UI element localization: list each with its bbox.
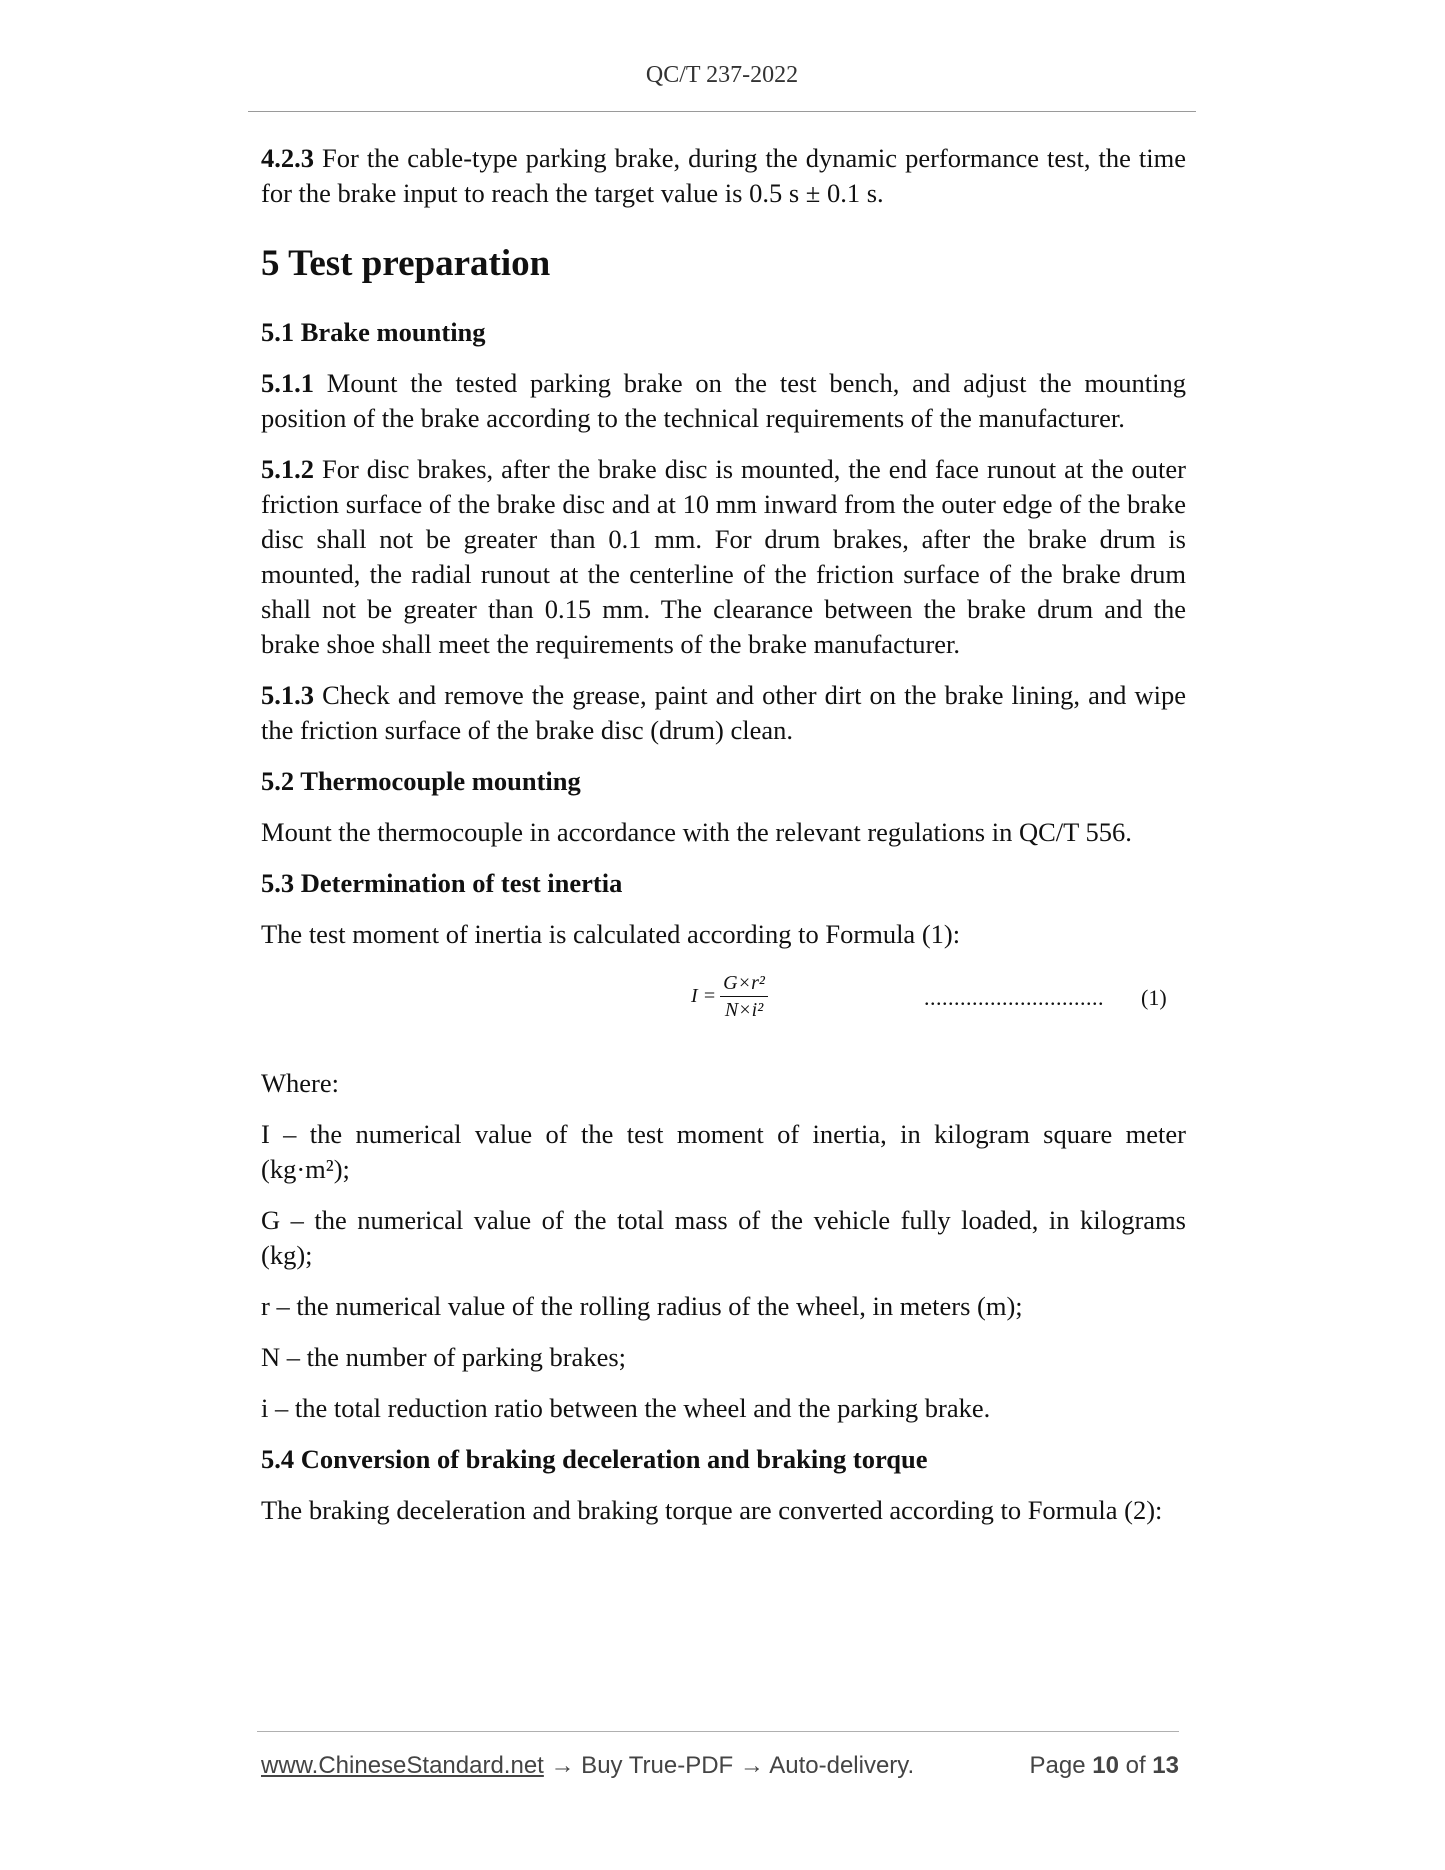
page-footer [261,1752,1179,1784]
formula-1-leader-dots: .............................. [924,985,1104,1010]
formula-1 [261,970,1186,1030]
page-body [261,141,1186,1528]
where-item-I: I – the numerical value of the test moment of inertia, in kilogram square meter (kg·m²); [261,1119,1186,1184]
clause-number: 5.1.1 [261,368,314,398]
thermocouple-text: Mount the thermocouple in accordance with the relevant regulations in QC/T 556. [261,817,1132,847]
current-page-number: 10 [1092,1752,1119,1779]
clause-number: 5.1.2 [261,454,314,484]
subsection-5-3-title: 5.3 Determination of test inertia [261,868,623,898]
clause-5-1-1 [261,366,1186,436]
formula-1-intro: The test moment of inertia is calculated according to Formula (1): [261,919,961,949]
where-item-G: G – the numerical value of the total mass of the vehicle fully loaded, in kilograms (kg); [261,1205,1186,1270]
clause-5-1-2 [261,452,1186,662]
website-link[interactable]: www.ChineseStandard.net [261,1752,544,1779]
formula-2-intro: The braking deceleration and braking torque are converted according to Formula (2): [261,1495,1163,1525]
footer-promo-text: → Buy True-PDF → Auto-delivery. [543,1752,915,1779]
where-item-r: r – the numerical value of the rolling radius of the wheel, in meters (m); [261,1291,1023,1321]
clause-4-2-3 [261,141,1186,211]
section-5-title: 5 Test preparation [261,243,551,284]
formula-1-denominator: N×i² [724,999,764,1021]
where-item-i: i – the total reduction ratio between the wheel and the parking brake. [261,1393,991,1423]
clause-text: For disc brakes, after the brake disc is mounted, the end face runout at the outer friction surface of the brake disc and at 10 mm inward from the outer edge of the brake disc shall not be greater than 0.1 mm. For drum brakes, after the brake drum is mounted, the radial runout at the centerline of the friction surface of the brake drum shall not be greater than 0.15 mm. The clearance between the brake drum and the brake shoe shall meet the requirements of the brake manufacturer. [261,454,1186,659]
clause-5-1-3 [261,678,1186,748]
header-divider [248,111,1196,112]
footer-promo [261,1752,914,1780]
clause-number: 4.2.3 [261,143,314,173]
clause-number: 5.1.3 [261,680,314,710]
footer-divider [257,1731,1179,1732]
formula-1-expression [691,972,768,1021]
of-label: of [1118,1752,1153,1779]
where-label: Where: [261,1068,339,1098]
subsection-5-1-title: 5.1 Brake mounting [261,317,486,347]
clause-text: For the cable-type parking brake, during the dynamic performance test, the time for the brake input to reach the target value is 0.5 s ± 0.1 s. [261,143,1186,208]
clause-text: Mount the tested parking brake on the test bench, and adjust the mounting position of the brake according to the technical requirements of the manufacturer. [261,368,1186,433]
total-page-count: 13 [1152,1752,1179,1779]
formula-1-fraction [720,972,768,1021]
document-header-code: QC/T 237-2022 [645,62,799,88]
formula-1-number: (1) [1141,985,1167,1010]
page-indicator [1030,1752,1179,1780]
subsection-5-2-title: 5.2 Thermocouple mounting [261,766,581,796]
formula-1-lhs: I = [691,985,717,1007]
where-item-N: N – the number of parking brakes; [261,1342,627,1372]
subsection-5-4-title: 5.4 Conversion of braking deceleration and braking torque [261,1444,928,1474]
page-label: Page [1029,1752,1093,1779]
clause-text: Check and remove the grease, paint and other dirt on the brake lining, and wipe the friction surface of the brake disc (drum) clean. [261,680,1186,745]
formula-1-numerator: G×r² [720,972,768,997]
